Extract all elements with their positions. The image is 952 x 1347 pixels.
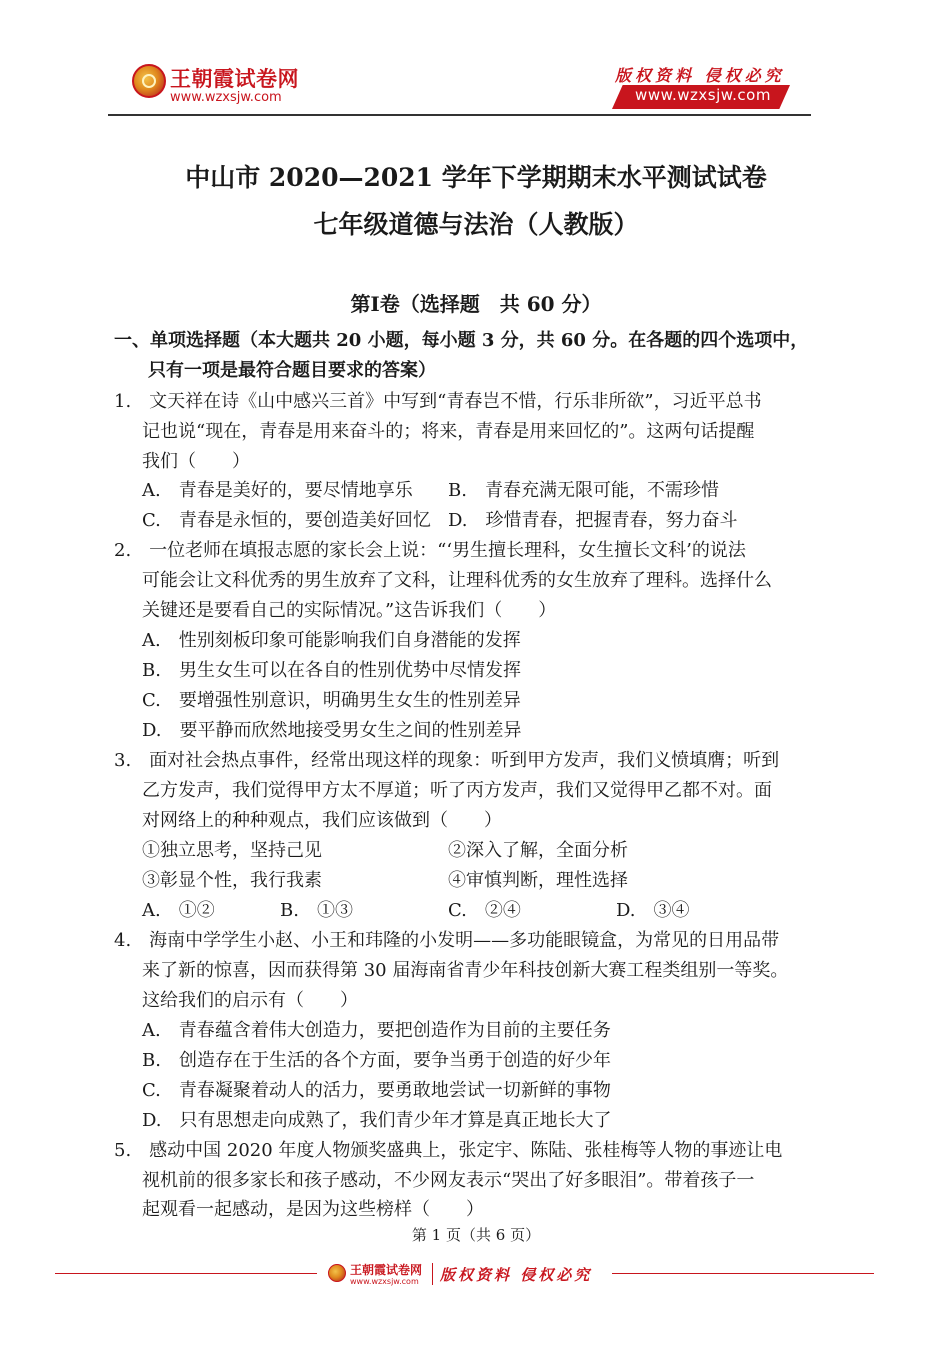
option-c[interactable]: C. 青春凝聚着动人的活力，要勇敢地尝试一切新鲜的事物 bbox=[142, 1080, 611, 1101]
statement-2: ②深入了解，全面分析 bbox=[448, 840, 628, 861]
option-c[interactable]: C. 要增强性别意识，明确男生女生的性别差异 bbox=[142, 690, 521, 711]
question-1-text: 1. 文天祥在诗《山中感兴三首》中写到“青春岂不惜，行乐非所欲”，习近平总书 bbox=[114, 391, 762, 412]
question-2-text: 关键还是要看自己的实际情况。”这告诉我们（ ） bbox=[142, 600, 557, 621]
option-b[interactable]: B. ①③ bbox=[280, 900, 353, 921]
footer-logo-icon bbox=[328, 1264, 346, 1282]
option-b[interactable]: B. 男生女生可以在各自的性别优势中尽情发挥 bbox=[142, 660, 521, 681]
instruction-line: 一、单项选择题（本大题共 20 小题，每小题 3 分，共 60 分。在各题的四个选项中， bbox=[114, 330, 809, 351]
header-divider bbox=[108, 114, 811, 116]
statement-4: ④审慎判断，理性选择 bbox=[448, 870, 628, 891]
page-number: 第 1 页（共 6 页） bbox=[411, 1226, 541, 1244]
exam-subtitle: 七年级道德与法治（人教版） bbox=[313, 210, 639, 239]
option-c[interactable]: C. ②④ bbox=[448, 900, 521, 921]
question-1-text: 我们（ ） bbox=[142, 451, 250, 472]
option-d[interactable]: D. ③④ bbox=[616, 900, 690, 921]
footer-divider-left bbox=[55, 1273, 317, 1274]
question-4-text: 4. 海南中学学生小赵、小王和玮隆的小发明——多功能眼镜盒，为常见的日用品带 bbox=[114, 930, 780, 951]
option-a[interactable]: A. 青春蕴含着伟大创造力，要把创造作为目前的主要任务 bbox=[142, 1020, 611, 1041]
option-b[interactable]: B. 创造存在于生活的各个方面，要争当勇于创造的好少年 bbox=[142, 1050, 611, 1071]
site-logo-name: 王朝霞试卷网 bbox=[170, 67, 299, 91]
question-1-text: 记也说“现在，青春是用来奋斗的；将来，青春是用来回忆的”。这两句话提醒 bbox=[142, 421, 755, 442]
option-d[interactable]: D. 珍惜青春，把握青春，努力奋斗 bbox=[448, 510, 738, 531]
question-4-text: 这给我们的启示有（ ） bbox=[142, 990, 358, 1011]
question-5-text: 视机前的很多家长和孩子感动，不少网友表示“哭出了好多眼泪”。带着孩子一 bbox=[142, 1170, 755, 1191]
section-title: 第Ⅰ卷（选择题 共 60 分） bbox=[350, 292, 602, 316]
exam-title: 中山市 2020—2021 学年下学期期末水平测试试卷 bbox=[185, 163, 767, 192]
footer-logo-name: 王朝霞试卷网 bbox=[350, 1263, 423, 1277]
option-d[interactable]: D. 只有思想走向成熟了，我们青少年才算是真正地长大了 bbox=[142, 1110, 612, 1131]
copyright-notice: 版权资料 侵权必究 bbox=[615, 66, 785, 85]
question-2-text: 2. 一位老师在填报志愿的家长会上说：“‘男生擅长理科，女生擅长文科’的说法 bbox=[114, 540, 746, 561]
site-logo-icon bbox=[132, 64, 166, 98]
footer-separator bbox=[432, 1263, 433, 1285]
question-5-text: 起观看一起感动，是因为这些榜样（ ） bbox=[142, 1199, 484, 1220]
footer-copyright: 版权资料 侵权必究 bbox=[440, 1266, 593, 1284]
option-a[interactable]: A. 性别刻板印象可能影响我们自身潜能的发挥 bbox=[142, 630, 521, 651]
statement-1: ①独立思考，坚持己见 bbox=[142, 840, 322, 861]
question-3-text: 对网络上的种种观点，我们应该做到（ ） bbox=[142, 810, 502, 831]
option-b[interactable]: B. 青春充满无限可能，不需珍惜 bbox=[448, 480, 719, 501]
option-a[interactable]: A. ①② bbox=[142, 900, 215, 921]
statement-3: ③彰显个性，我行我素 bbox=[142, 870, 322, 891]
question-3-text: 乙方发声，我们觉得甲方太不厚道；听了丙方发声，我们又觉得甲乙都不对。面 bbox=[142, 780, 772, 801]
question-3-text: 3. 面对社会热点事件，经常出现这样的现象：听到甲方发声，我们义愤填膺；听到 bbox=[114, 750, 780, 771]
option-c[interactable]: C. 青春是永恒的，要创造美好回忆 bbox=[142, 510, 431, 531]
option-a[interactable]: A. 青春是美好的，要尽情地享乐 bbox=[142, 480, 413, 501]
footer-divider-right bbox=[612, 1273, 874, 1274]
site-logo-url[interactable]: www.wzxsjw.com bbox=[170, 90, 282, 105]
instruction-line: 只有一项是最符合题目要求的答案） bbox=[148, 360, 436, 381]
question-5-text: 5. 感动中国 2020 年度人物颁奖盛典上，张定宇、陈陆、张桂梅等人物的事迹让电 bbox=[114, 1140, 783, 1161]
option-d[interactable]: D. 要平静而欣然地接受男女生之间的性别差异 bbox=[142, 720, 522, 741]
url-banner-text[interactable]: www.wzxsjw.com bbox=[635, 86, 771, 104]
question-4-text: 来了新的惊喜，因而获得第 30 届海南省青少年科技创新大赛工程类组别一等奖。 bbox=[142, 960, 789, 981]
footer-logo-url[interactable]: www.wzxsjw.com bbox=[350, 1277, 419, 1286]
question-2-text: 可能会让文科优秀的男生放弃了文科，让理科优秀的女生放弃了理科。选择什么 bbox=[142, 570, 772, 591]
